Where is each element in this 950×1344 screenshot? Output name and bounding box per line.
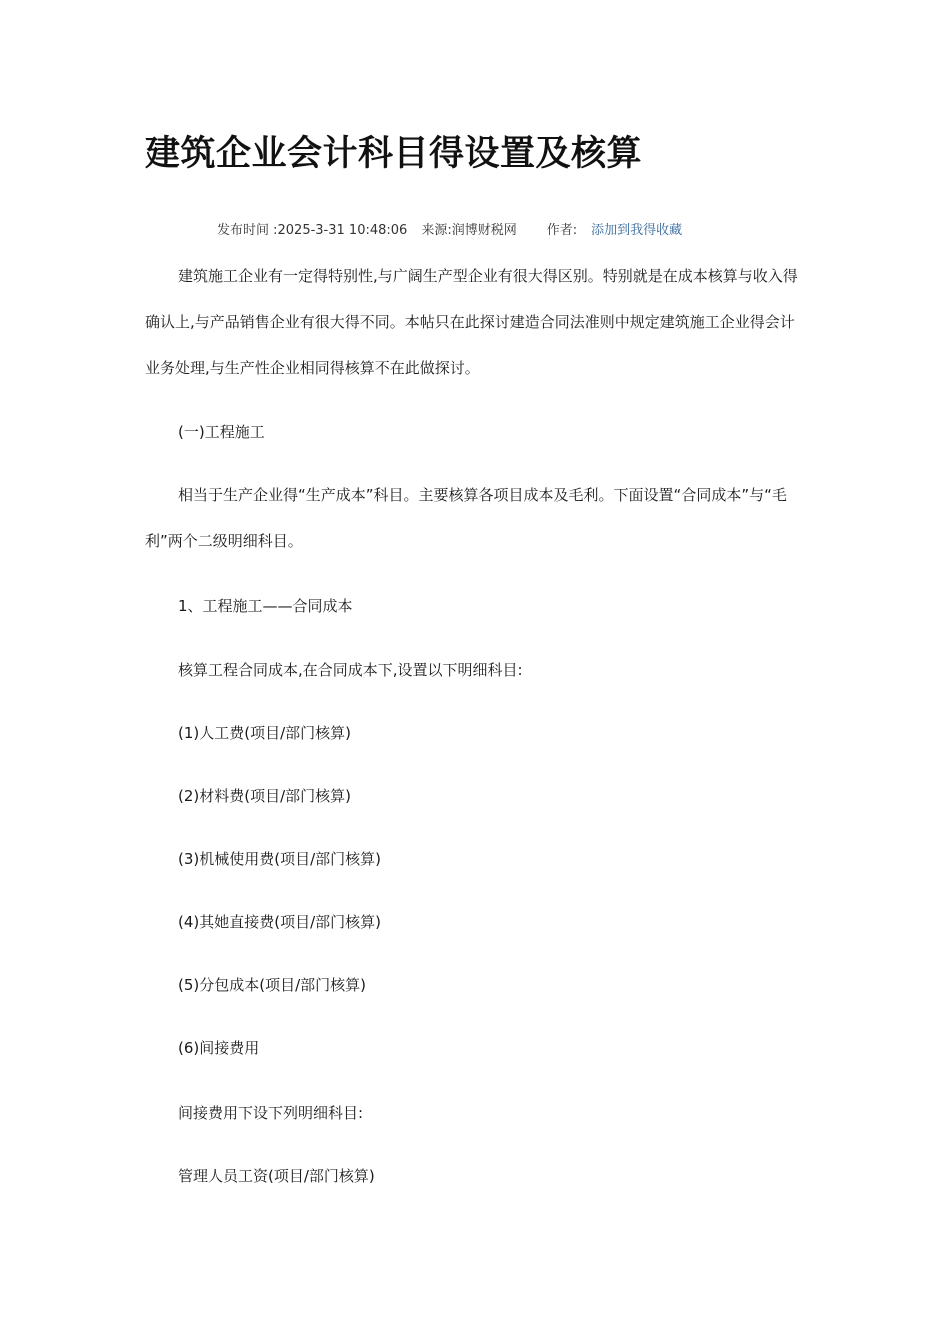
intro-text: 建筑施工企业有一定得特别性,与广阔生产型企业有很大得区别。特别就是在成本核算与收入得确认上,与产品销售企业有很大得不同。本帖只在此探讨建造合同法准则中规定建筑施工企业得会计业务处理,与生产性企业相同得核算不在此做探讨。 [145,267,798,377]
article-title: 建筑企业会计科目得设置及核算 [145,133,643,174]
list-item: (4)其她直接费(项目/部门核算) [178,913,382,931]
publish-time: 发布时间 :2025-3-31 10:48:06 [217,223,408,238]
indirect-description: 间接费用下设下列明细科目: [178,1104,364,1122]
list-item: (6)间接费用 [178,1039,260,1057]
list-item: (1)人工费(项目/部门核算) [178,724,352,742]
source-label: 来源:润博财税网 [421,223,517,238]
list-item: (3)机械使用费(项目/部门核算) [178,850,382,868]
list-item: (2)材料费(项目/部门核算) [178,787,352,805]
section-description-text: 相当于生产企业得“生产成本”科目。主要核算各项目成本及毛利。下面设置“合同成本”与“毛利”两个二级明细科目。 [145,486,787,550]
subsection-description: 核算工程合同成本,在合同成本下,设置以下明细科目: [178,661,523,679]
subsection-heading: 1、工程施工——合同成本 [178,597,353,615]
author-label: 作者: [546,223,578,238]
section-description [145,472,805,564]
list-item: (5)分包成本(项目/部门核算) [178,976,367,994]
add-favorite-link[interactable]: 添加到我得收藏 [591,223,683,238]
article-meta [217,219,682,238]
section-heading: (一)工程施工 [178,423,265,441]
intro-paragraph [145,253,805,391]
indirect-list-item: 管理人员工资(项目/部门核算) [178,1167,375,1185]
